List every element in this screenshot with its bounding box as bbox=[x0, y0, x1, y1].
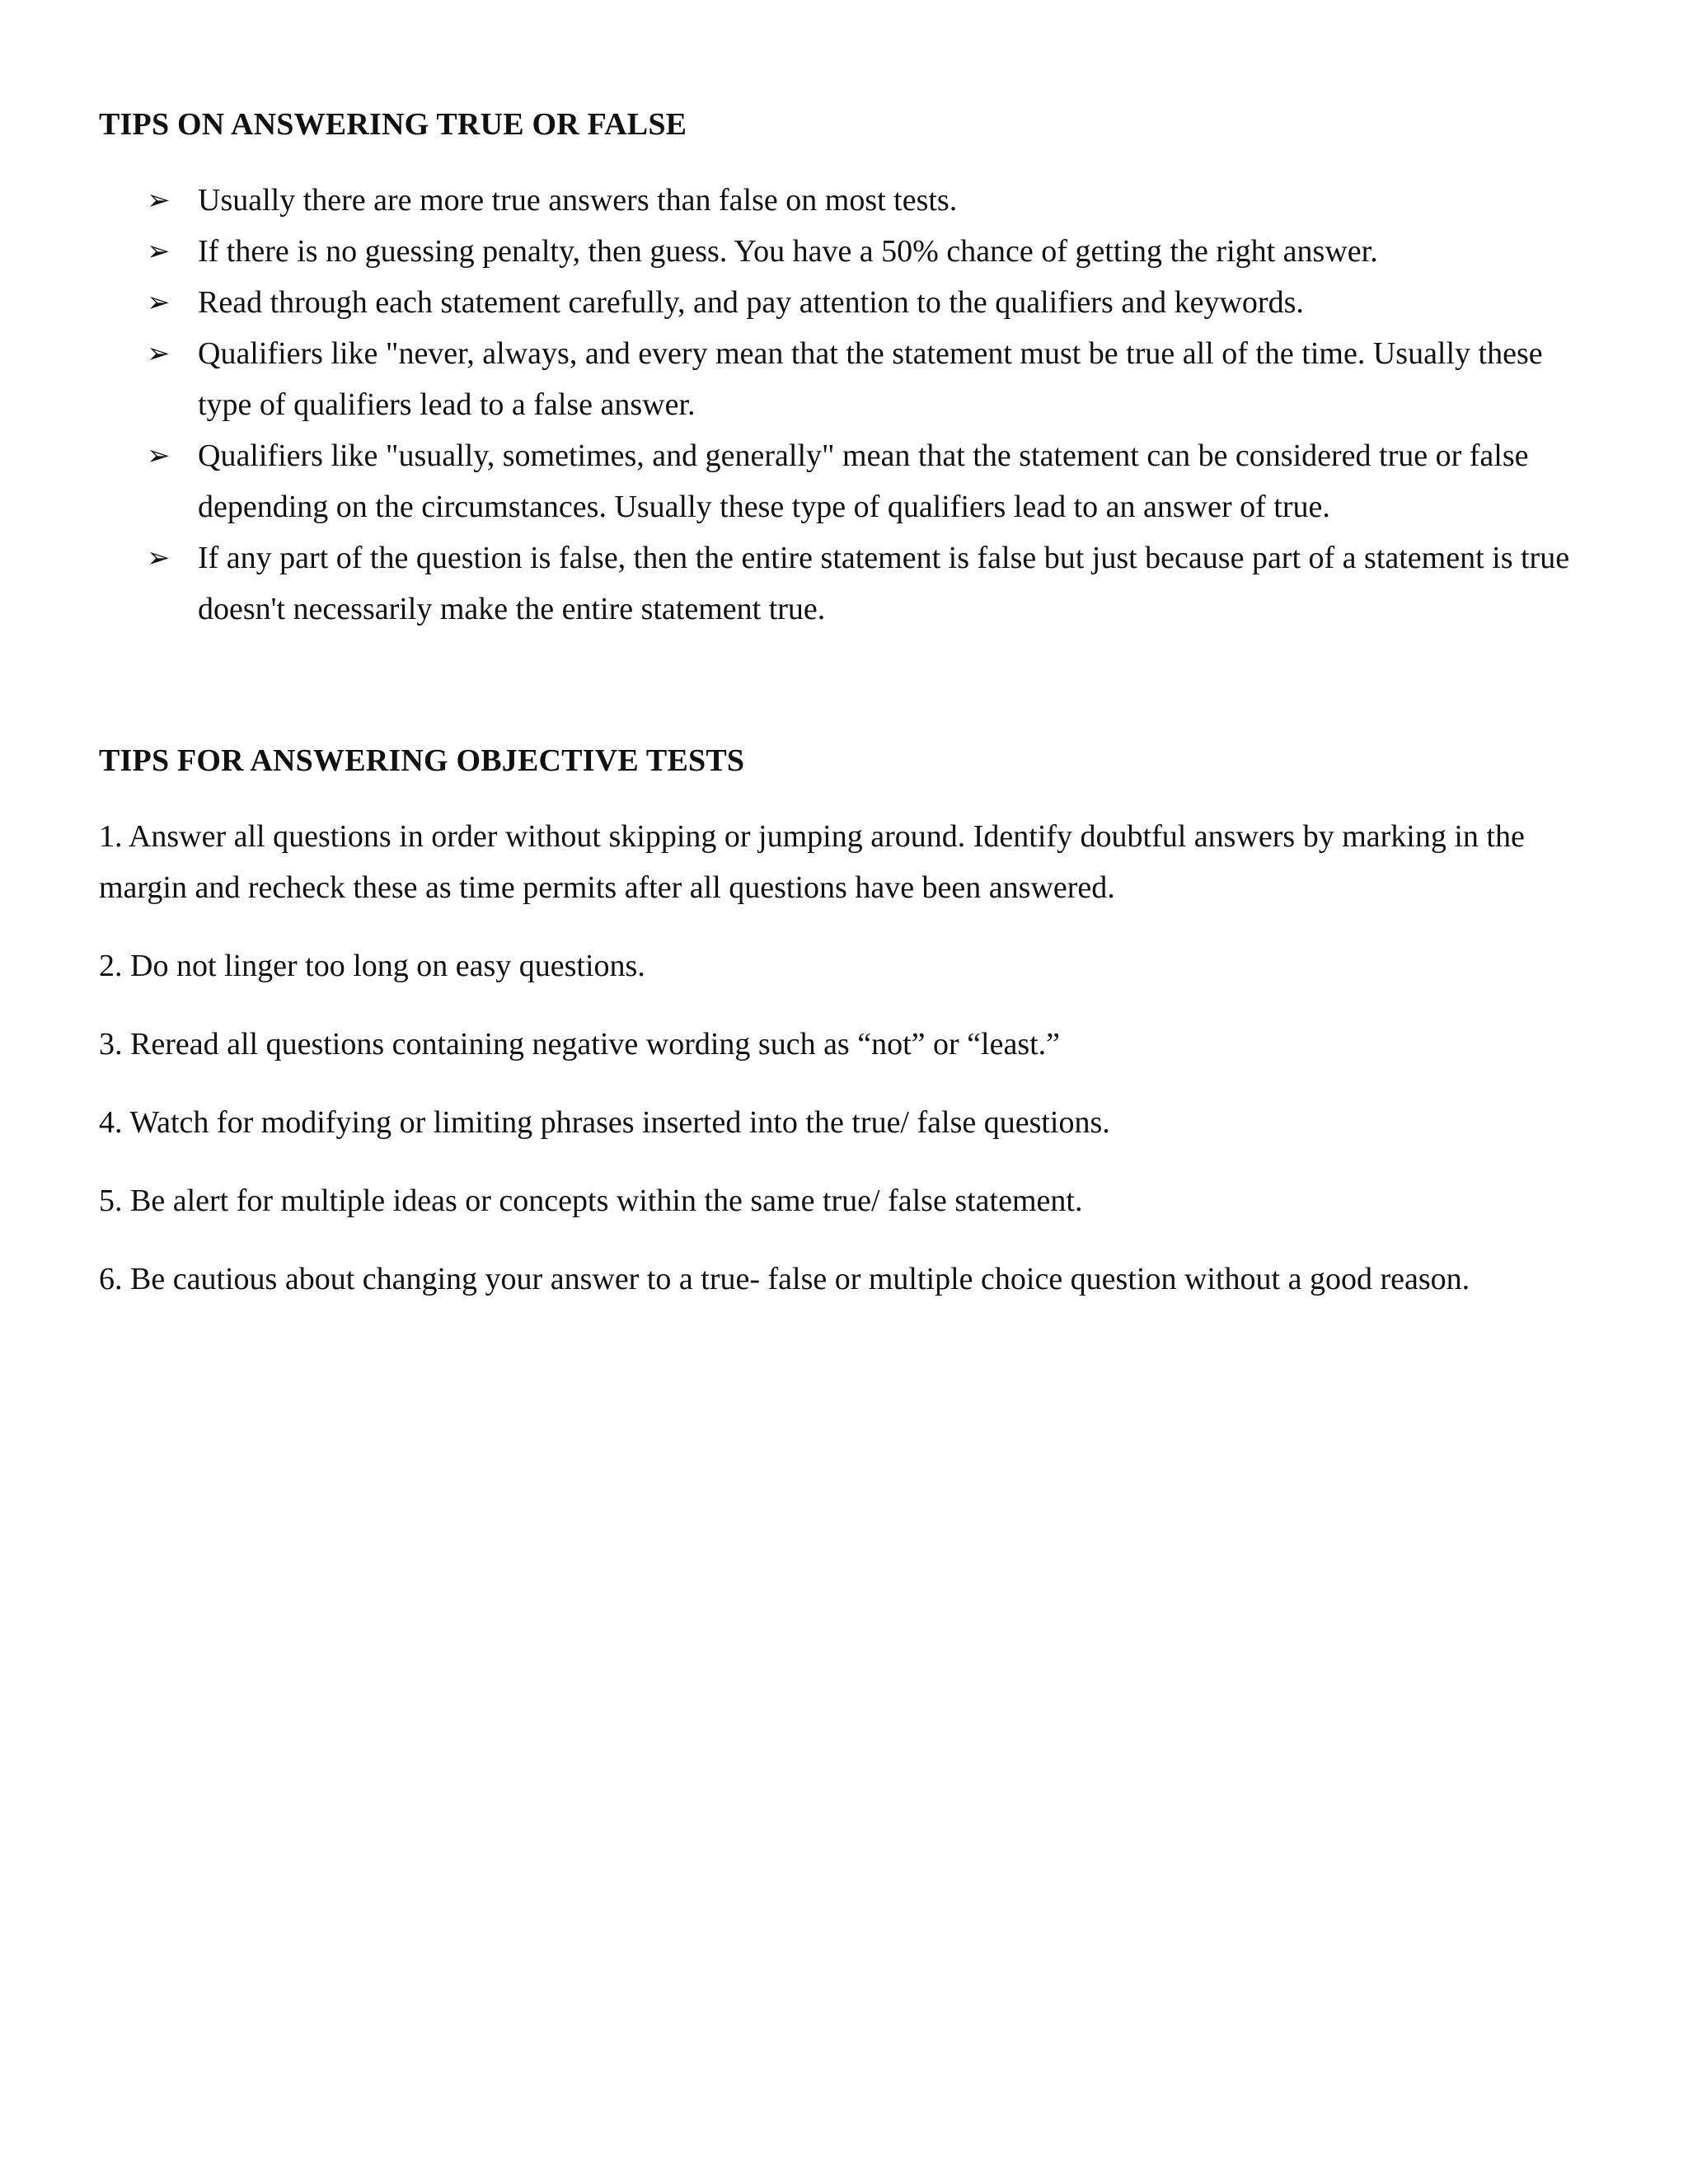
section-heading-objective-tests: TIPS FOR ANSWERING OBJECTIVE TESTS bbox=[99, 743, 745, 778]
arrow-bullet-icon: ➢ bbox=[147, 541, 171, 574]
objective-tips-list bbox=[99, 811, 1599, 1305]
list-item-text: Read through each statement carefully, and pay attention to the qualifiers and keywords. bbox=[198, 285, 1304, 320]
arrow-bullet-icon: ➢ bbox=[147, 286, 171, 319]
arrow-bullet-icon: ➢ bbox=[147, 439, 171, 472]
numbered-paragraph: 4. Watch for modifying or limiting phrases inserted into the true/ false questions. bbox=[99, 1105, 1110, 1140]
list-item bbox=[99, 430, 1599, 532]
arrow-bullet-icon: ➢ bbox=[147, 235, 171, 268]
numbered-paragraph: 3. Reread all questions containing negative wording such as “not” or “least.” bbox=[99, 1027, 1061, 1062]
numbered-paragraph: 5. Be alert for multiple ideas or concepts within the same true/ false statement. bbox=[99, 1183, 1083, 1218]
list-item bbox=[99, 226, 1599, 277]
list-item-text: Qualifiers like "never, always, and every mean that the statement must be true all of the time. Usually these type of qualifiers lead to a false answer. bbox=[198, 336, 1543, 422]
list-item-text: If any part of the question is false, then the entire statement is false but just because part of a statement is true doesn't necessarily make the entire statement true. bbox=[198, 541, 1570, 626]
section-heading-true-false: TIPS ON ANSWERING TRUE OR FALSE bbox=[99, 107, 687, 142]
arrow-bullet-icon: ➢ bbox=[147, 184, 171, 217]
numbered-paragraph: 1. Answer all questions in order without skipping or jumping around. Identify doubtful answers by marking in the margin and recheck these as time permits after all questions have been answered. bbox=[99, 819, 1525, 905]
arrow-bullet-icon: ➢ bbox=[147, 337, 171, 370]
list-item-text: Qualifiers like "usually, sometimes, and generally" mean that the statement can be considered true or false depending on the circumstances. Usually these type of qualifiers lead to an answer of true. bbox=[198, 438, 1529, 524]
numbered-paragraph: 6. Be cautious about changing your answer to a true- false or multiple choice question without a good reason. bbox=[99, 1262, 1470, 1296]
document-content bbox=[99, 99, 1599, 1332]
true-false-tips-list bbox=[99, 175, 1599, 635]
list-item-text: If there is no guessing penalty, then guess. You have a 50% chance of getting the right answer. bbox=[198, 234, 1378, 269]
list-item-text: Usually there are more true answers than false on most tests. bbox=[198, 183, 958, 218]
list-item bbox=[99, 277, 1599, 328]
numbered-paragraph: 2. Do not linger too long on easy questions. bbox=[99, 949, 645, 983]
list-item bbox=[99, 328, 1599, 430]
list-item bbox=[99, 175, 1599, 226]
list-item bbox=[99, 532, 1599, 635]
